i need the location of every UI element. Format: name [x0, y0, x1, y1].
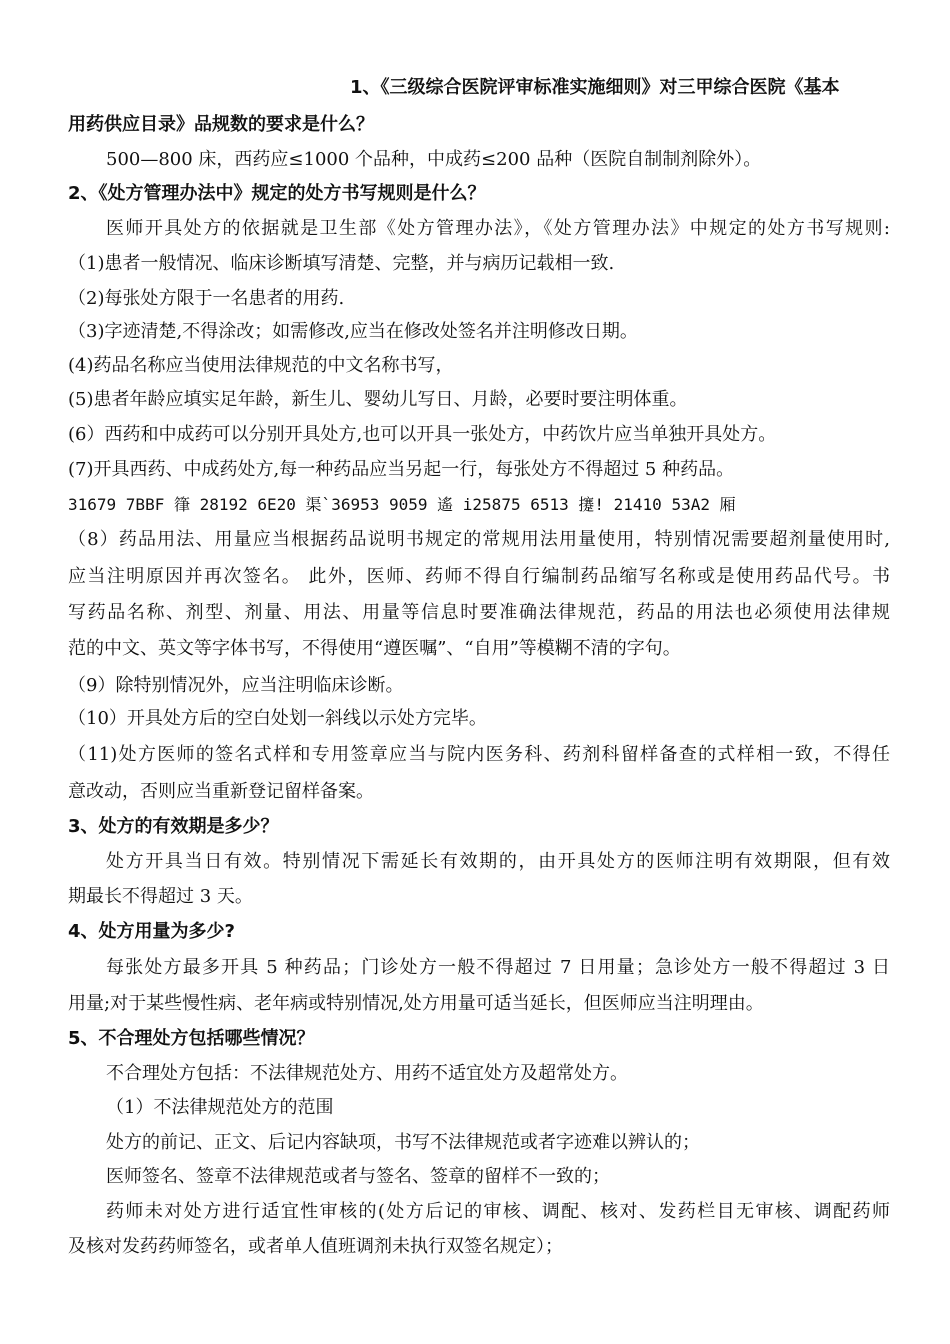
rule-2: （2)每张处方限于一名患者的用药.: [68, 288, 345, 309]
answer-4-line-1: 每张处方最多开具 5 种药品；门诊处方一般不得超过 7 日用量；急诊处方一般不得超过 3 日: [106, 957, 890, 978]
answer-3-line-1: 处方开具当日有效。特别情况下需延长有效期的，由开具处方的医师注明有效期限，但有效: [106, 851, 890, 872]
rule-5: (5)患者年龄应填实足年龄，新生儿、婴幼儿写日、月龄，必要时要注明体重。: [68, 389, 688, 410]
answer-5-item-3-line-2: 及核对发药药师签名，或者单人值班调剂未执行双签名规定）；: [68, 1236, 563, 1257]
answer-2-intro: 医师开具处方的依据就是卫生部《处方管理办法》，《处方管理办法》中规定的处方书写规则:: [106, 218, 890, 239]
question-4-title: 4、处方用量为多少?: [68, 921, 235, 942]
answer-5-item-1: 处方的前记、正文、后记内容缺项，书写不法律规范或者字迹难以辨认的；: [106, 1132, 700, 1153]
rule-8-line-4: 范的中文、英文等字体书写，不得使用“遵医嘱”、“自用”等模糊不清的字句。: [68, 638, 681, 659]
rule-11-line-1: （11)处方医师的签名式样和专用签章应当与院内医务科、药剂科留样备查的式样相一致，不得任: [68, 744, 890, 765]
question-5-title: 5、不合理处方包括哪些情况？: [68, 1028, 315, 1049]
rule-11-line-2: 意改动，否则应当重新登记留样备案。: [68, 781, 374, 802]
question-1-title-line-2: 用药供应目录》品规数的要求是什么？: [68, 114, 374, 135]
answer-4-line-2: 用量;对于某些慢性病、老年病或特别情况,处方用量可适当延长，但医师应当注明理由。: [68, 993, 764, 1014]
answer-5-intro: 不合理处方包括：不法律规范处方、用药不适宜处方及超常处方。: [106, 1063, 628, 1084]
question-1-title-line-1: 1、《三级综合医院评审标准实施细则》对三甲综合医院《基本: [350, 77, 840, 98]
rule-9: （9）除特别情况外，应当注明临床诊断。: [68, 675, 404, 696]
rule-10: （10）开具处方后的空白处划一斜线以示处方完毕。: [68, 708, 487, 729]
rule-8-line-2: 应当注明原因并再次签名。 此外，医师、药师不得自行编制药品缩写名称或是使用药品代号。书: [68, 566, 890, 587]
answer-5-item-2: 医师签名、签章不法律规范或者与签名、签章的留样不一致的；: [106, 1166, 610, 1187]
rule-3: （3)字迹清楚,不得涂改；如需修改,应当在修改处签名并注明修改日期。: [68, 321, 638, 342]
rule-4: (4)药品名称应当使用法律规范的中文名称书写，: [68, 355, 454, 376]
question-3-title: 3、处方的有效期是多少？: [68, 816, 279, 837]
rule-7: (7)开具西药、中成药处方,每一种药品应当另起一行，每张处方不得超过 5 种药品。: [68, 459, 735, 480]
answer-5-item-3-line-1: 药师未对处方进行适宜性审核的(处方后记的审核、调配、核对、发药栏目无审核、调配药师: [106, 1201, 890, 1222]
rule-1: （1)患者一般情况、临床诊断填写清楚、完整，并与病历记载相一致.: [68, 253, 615, 274]
answer-3-line-2: 期最长不得超过 3 天。: [68, 886, 253, 907]
answer-5-subheading: （1）不法律规范处方的范围: [106, 1097, 334, 1118]
rule-6: (6）西药和中成药可以分别开具处方,也可以开具一张处方，中药饮片应当单独开具处方。: [68, 424, 777, 445]
garbled-code-line: 31679 7BBF 箻 28192 6E20 渠`36953 9059 遙 i25875 6513 攓! 21410 53A2 厢: [68, 495, 736, 514]
answer-1: 500—800 床，西药应≤1000 个品种，中成药≤200 品种（医院自制制剂除外）。: [106, 149, 762, 170]
question-2-title: 2、《处方管理办法中》规定的处方书写规则是什么？: [68, 183, 486, 204]
rule-8-line-1: （8）药品用法、用量应当根据药品说明书规定的常规用法用量使用，特别情况需要超剂量使用时,: [68, 529, 890, 550]
rule-8-line-3: 写药品名称、剂型、剂量、用法、用量等信息时要准确法律规范，药品的用法也必须使用法律规: [68, 602, 890, 623]
